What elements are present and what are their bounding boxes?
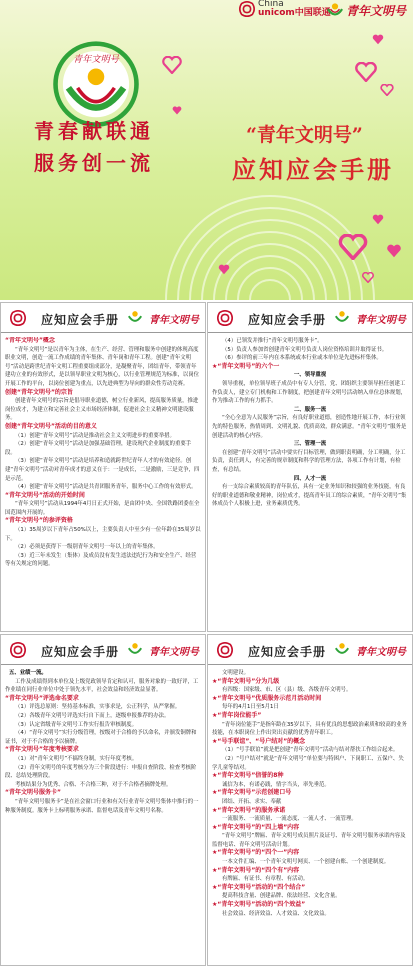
page-title: 应知应会手册 (248, 645, 327, 659)
paragraph: 有一支综合素质较高的青年队伍，具有一定业务知识和较强的业务技能，有良好的职业道德和敬业精神，岗位成才，提高青年员工的综合素质，“青年文明号”集体成员个人积极上进，业务素质优秀。 (212, 484, 407, 508)
paragraph: 工作及成绩得到本单位及上级党政领导肯定和认可，服务对象的一致好评，工作业绩在同行业单位中处于领先水平，社会效益和经济效益显著。 (5, 678, 199, 694)
heart-icon (354, 62, 378, 82)
paragraph: （1）对“青年文明号”不搞终身制，实行年度考核。 (15, 755, 138, 762)
page-body (212, 669, 408, 963)
section-heading: ★“青年文明号”信誉的8种 (212, 772, 284, 780)
cover-title-line-2: 应知应会手册 (232, 155, 394, 184)
header-slogan: 青年文明号 (356, 647, 406, 658)
paragraph: “青年文明号”是以青年为主体，在生产、经营、管理和服务中创建的体现高度职业文明，创造一流工作成绩的青年集体、青年岗和青年工程。创建“青年文明号”活动是跨世纪青年文明工程重要组成部分，是凝聚青年，团结青年，带领青年建功立业的有效形式，是以领导职业文明为核心，以行业管理规范为标准，以岗位开展工作的平台，以岗位创建为重点，以先进典型为导向的群众性劳动竞赛。 (5, 346, 200, 387)
cover-page (0, 0, 413, 300)
section-heading: ★“青年文明号”的六个一 (212, 362, 280, 370)
section-heading: ★“青年文明号”的“四个一”内容 (212, 849, 300, 857)
section-heading: ★“青年岗位能手” (212, 711, 262, 719)
page-header (1, 635, 205, 665)
paragraph: 在创建“青年文明号”活动中要实行目标管理，做到职责明确，分工明确，分工负责，责任到人，有完善的规章制度和科学的管理方法，各项工作有计划，有检查，有总结。 (212, 449, 406, 473)
paragraph: “青年文明号”活动从1994年4月日正式开始，是由团中央、全国铁路团委在全国范围内开展的。 (5, 501, 200, 516)
header-slogan: 青年文明号 (149, 647, 199, 658)
section-heading: ★“青年文明号”活动的“四个结合” (212, 883, 306, 891)
page-header (208, 635, 412, 665)
paragraph: 创建青年文明号的宗旨是倡导职业道德，树立行业新风，提高服务质量，推进岗位成才，为建立和完善社会主义市场经济体制，促进社会主义精神文明建设服务。 (5, 398, 199, 422)
slogan-line-1: 青春献联通 (34, 119, 154, 143)
section-heading: ★“青年文明号”活动的“四个效益” (212, 901, 306, 909)
paragraph: （1）评选总原则：坚持基本标准，实事求是，公正科学，从严掌握。 (15, 704, 181, 711)
paragraph: 诚信为本，有诺必践，情字当头，率先垂范。 (222, 781, 330, 788)
section-heading: “青年文明号服务卡” (5, 789, 61, 797)
china-unicom-logo-icon (9, 641, 27, 659)
section-heading: 四、人才一流 (293, 475, 327, 482)
paragraph: （2）“号户结对”就是“青年文明号”单位要与特困户、下岗职工、五保户、失学儿童等结对。 (212, 755, 404, 771)
paragraph: （4）创建“青年文明号”活动是共青团服务青年，服务中心工作的有效形式。 (15, 484, 197, 491)
heart-icon (218, 264, 230, 275)
cover-title-line-1: “青年文明号” (246, 124, 363, 146)
emblem-text: 青年文明号 (73, 54, 119, 66)
section-heading: 五、业绩一流。 (9, 670, 47, 676)
page-body (212, 337, 408, 629)
section-heading: “青年文明号”的参评资格 (5, 517, 73, 525)
youth-civilization-logo-icon (326, 2, 344, 18)
paragraph: 团结、开拓、求实、奉献 (222, 798, 282, 805)
paragraph: 有牌匾、有证书、有章程、有活动。 (222, 876, 309, 883)
manual-page-4 (207, 634, 413, 966)
heart-icon (380, 84, 394, 96)
section-heading: 创建“青年文明号”的宗旨 (5, 388, 73, 396)
section-heading: 二、服务一流 (293, 406, 327, 413)
paragraph: （2）各级青年文明号评选实行自下而上，逐级申报推荐的办法。 (15, 712, 170, 719)
china-unicom-logo-icon (9, 309, 27, 327)
section-heading: ★“青年文明号”示范创建口号 (212, 789, 292, 797)
section-heading: “青年文明号”评选命名要求 (5, 694, 79, 702)
youth-civilization-logo-icon (334, 642, 350, 656)
china-unicom-logo-icon (216, 309, 234, 327)
paragraph: （2）创建“青年文明号”活动是加强基础管理，建设现代企业制度的重要手段。 (5, 441, 192, 456)
youth-civilization-logo-icon (127, 310, 143, 324)
page-title: 应知应会手册 (248, 313, 327, 327)
paragraph: （4）已领发并推行“青年文明号服务卡”。 (222, 338, 323, 344)
heart-icon (172, 106, 182, 115)
cover-slogan (34, 115, 154, 179)
section-heading: “青年文明号”年度考核要求 (5, 746, 79, 754)
heart-icon (362, 272, 374, 283)
section-heading: 创建“青年文明号”活动的目的意义 (5, 422, 97, 430)
paragraph: （1）35周岁以下青年占50%以上，主要负责人中至少有一位年龄在35周岁以下。 (5, 527, 201, 542)
section-heading: 三、管理一流 (293, 441, 327, 448)
youth-civilization-logo-icon (127, 642, 143, 656)
section-heading: “青年文明号”概念 (5, 337, 55, 344)
paragraph: 有四级：国家级、市、区（县）级、各级青年文明号。 (222, 687, 352, 694)
paragraph: （2）必须是获得下一级别青年文明号一年以上的青年集体。 (15, 544, 159, 551)
section-heading: ★“青年文明号”分为几级 (212, 677, 280, 685)
page-body (5, 669, 201, 963)
paragraph: （6）参评的前三年内在本系统或本行业或本单位是先进标杆集体。 (222, 355, 382, 362)
page-body (5, 337, 201, 629)
china-unicom-logo-icon (216, 641, 234, 659)
header-slogan: 青年文明号 (356, 315, 406, 326)
unicom-brand (258, 0, 331, 18)
section-heading: ★“青年文明号”的服务承诺 (212, 806, 286, 814)
manual-page-3 (0, 634, 206, 966)
header-slogan: 青年文明号 (149, 315, 199, 326)
heart-icon (162, 56, 182, 74)
heart-icon (372, 214, 384, 225)
paragraph: “青年文明号”牌匾、青年文明号成员照片及证号、青年文明号服务承诺内容及监督电话、青年文明号活动计划。 (212, 833, 406, 848)
heart-icon (386, 244, 402, 258)
paragraph: 社会效益、经济效益、人才效益、文化效益。 (222, 910, 330, 917)
unicom-cn-text: China (258, 0, 284, 9)
paragraph: “全心全意为人民服务”宗旨，有良好职业道德，创造性地开展工作，本行业领先的特色服务，热情周到、文明礼貌、优质高效，群众满意。“青年文明号”服务是创建活动的核心内容。 (212, 415, 407, 439)
paragraph: （3）认定省级青年文明号工作实行报告审核制度。 (15, 721, 138, 728)
paragraph: “青年岗位能手”是指年龄在35岁以下，具有优良的思想政治素质和较高的业务技能，在本职岗位上作出突出贡献的优秀青年职工。 (212, 721, 407, 737)
paragraph: （1）“号手联谊”就是把创建“青年文明号”活动与结对帮扶工作结合起来。 (222, 747, 399, 754)
heart-icon (372, 34, 384, 45)
paragraph: 考核结果分为优秀、合格、不合格三种，对于不合格者摘牌处理。 (15, 781, 172, 788)
paragraph: （1）创建“青年文明号”活动是推动社会主义文明进步的重要举措。 (15, 432, 175, 439)
paragraph: 文明建设。 (222, 670, 249, 676)
paragraph: 提高科技含量、创建品牌、依法经营、文化含量。 (222, 893, 341, 900)
section-heading: “青年文明号”活动的开始时间 (5, 491, 85, 499)
page-header (1, 303, 205, 333)
section-heading: ★“号手联谊”、“号户结对”的概念 (212, 737, 306, 745)
paragraph: 每年的4月1日至5月1日 (222, 704, 279, 711)
paragraph: 一本文件汇编、一个青年文明号网页、一个创建台账、一个创建制度。 (222, 859, 390, 866)
paragraph: （4）“青年文明号”实行分级管理，按级对于合格的予以命名，并颁发铜牌和证书，对于不合格的予以摘牌。 (5, 730, 197, 745)
paragraph: 一流服务、一流质量、一流态度、一流人才、一流管理。 (222, 816, 357, 823)
section-heading: ★“青年文明号”的“四上墙”内容 (212, 823, 300, 831)
paragraph: 领导重视，单位领导班子成员中有专人分管，党、团组织主要领导担任创建工作负责人，建立专门机构和工作制度，把创建青年文明号活动纳入单位总体规划，作为推动工作的有力抓手。 (212, 380, 407, 405)
section-heading: ★“青年文明号”优质服务示范月活动时间 (212, 694, 322, 702)
unicom-en-text: unicom中国联通 (258, 8, 331, 18)
paragraph: （3）创建“青年文明号”活动是培养和造就跨世纪青年人才的有效途径。创建“青年文明号”活动对青年成才的意义在于：一是成长，二是激励，三是竞争，四是示范。 (5, 458, 200, 482)
page-title: 应知应会手册 (41, 645, 120, 659)
brand-text: 青年文明号 (346, 4, 407, 18)
paragraph: “青年文明号服务卡”是在社会窗口行业和有关行业青年文明号集体中推行的一种服务制度。服务卡上标明服务承诺、监督电话及青年文明号名称。 (5, 798, 199, 814)
manual-page-1 (0, 302, 206, 632)
paragraph: （2）青年文明号的年度考核分为三个阶段进行：申报自查阶段、检查考核阶段、总结处理阶段。 (5, 764, 197, 780)
youth-civilization-logo-icon (334, 310, 350, 324)
paragraph: （3）近三年未发生（集体）及成员没有发生违法违纪行为和安全生产、经营等有关规定的问题。 (5, 552, 197, 568)
slogan-line-2: 服务创一流 (34, 151, 154, 175)
china-unicom-logo-icon (238, 0, 256, 18)
page-title: 应知应会手册 (41, 313, 120, 327)
heart-icon (338, 234, 368, 260)
section-heading: 一、领导重视 (293, 372, 327, 379)
paragraph: （5）负责人参加省创建青年文明号负责人岗位资格培训并取得证书。 (222, 346, 388, 353)
manual-page-2 (207, 302, 413, 632)
section-heading: ★“青年文明号”的“四个有”内容 (212, 866, 300, 874)
page-header (208, 303, 412, 333)
